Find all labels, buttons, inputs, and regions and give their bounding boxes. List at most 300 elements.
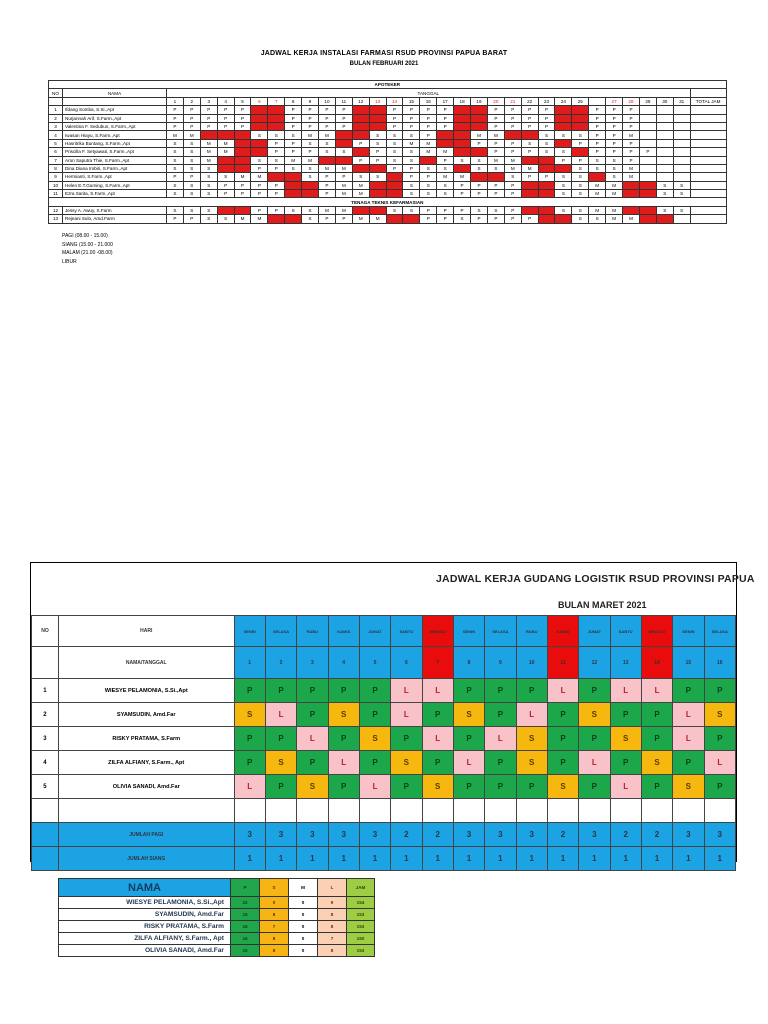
total-siang-value: 1: [359, 847, 390, 871]
shift-cell: [485, 727, 516, 751]
summary-header-l: L: [318, 879, 347, 897]
shift-cell: S: [555, 190, 572, 198]
shift-cell: M: [437, 173, 454, 181]
shift-cell-off: [217, 156, 234, 164]
shift-cell: M: [217, 148, 234, 156]
shift-cell: [485, 775, 516, 799]
shift-cell: M: [319, 206, 336, 214]
day-number: 27: [606, 97, 623, 105]
total-pagi-value: 2: [422, 823, 453, 847]
shift-cell: P: [183, 122, 200, 130]
shift-cell: M: [352, 215, 369, 223]
shift-cell: P: [504, 106, 521, 114]
shift-cell: [579, 703, 610, 727]
shift-cell: P: [285, 139, 302, 147]
shift-cell: [673, 775, 704, 799]
shift-badge: P: [247, 758, 253, 767]
shift-cell: [673, 215, 690, 223]
shift-cell: P: [302, 122, 319, 130]
shift-cell: S: [403, 148, 420, 156]
shift-badge: P: [654, 782, 660, 791]
shift-badge: S: [466, 710, 472, 719]
shift-cell-off: [352, 148, 369, 156]
shift-cell: P: [183, 215, 200, 223]
shift-cell: M: [234, 173, 251, 181]
row-number: 1: [49, 106, 63, 114]
shift-cell: P: [487, 148, 504, 156]
shift-summary-table: [58, 878, 375, 957]
day-number: 11: [335, 97, 352, 105]
shift-cell: [359, 703, 390, 727]
total-pagi-value: 3: [516, 823, 547, 847]
shift-cell: S: [369, 173, 386, 181]
shift-badge: L: [435, 734, 441, 743]
shift-cell-off: [285, 190, 302, 198]
shift-cell: P: [589, 114, 606, 122]
shift-cell: P: [183, 114, 200, 122]
shift-cell-off: [369, 164, 386, 172]
row-number: 11: [49, 190, 63, 198]
shift-badge: S: [247, 710, 253, 719]
shift-cell-off: [555, 114, 572, 122]
row-number: 5: [49, 139, 63, 147]
staff-name: Ezra Sarita, S.Farm.,Apt: [63, 190, 167, 198]
summary-l: 8: [318, 945, 347, 957]
shift-cell: P: [521, 114, 538, 122]
total-siang-value: 1: [422, 847, 453, 871]
schedule-row: [49, 122, 727, 130]
shift-badge: P: [497, 782, 504, 791]
shift-cell: S: [403, 156, 420, 164]
shift-badge: P: [591, 782, 598, 791]
shift-cell-off: [285, 181, 302, 189]
shift-cell: P: [487, 181, 504, 189]
shift-badge: P: [403, 782, 410, 791]
shift-cell: P: [319, 181, 336, 189]
shift-cell: S: [200, 190, 217, 198]
shift-cell: M: [319, 164, 336, 172]
shift-cell: S: [335, 148, 352, 156]
shift-cell: P: [454, 190, 471, 198]
total-pagi-value: 3: [328, 823, 359, 847]
shift-cell-off: [369, 206, 386, 214]
shift-cell: [297, 775, 328, 799]
shift-cell: [656, 148, 673, 156]
warehouse-schedule-title: JADWAL KERJA GUDANG LOGISTIK RSUD PROVINSI PAPUA: [436, 573, 755, 585]
shift-cell: [639, 164, 656, 172]
date-number: 1: [234, 647, 265, 679]
shift-cell: M: [623, 215, 640, 223]
shift-badge: P: [278, 686, 284, 695]
shift-cell: M: [521, 164, 538, 172]
row-number: 12: [49, 206, 63, 214]
shift-badge: L: [247, 782, 253, 791]
staff-name: Aron Saputra Thie, S.Farm.,Apt: [63, 156, 167, 164]
shift-cell-off: [471, 122, 488, 130]
shift-cell: [656, 164, 673, 172]
shift-cell: P: [487, 114, 504, 122]
shift-cell: [656, 122, 673, 130]
header-total-blank: [690, 89, 726, 97]
shift-cell: S: [420, 164, 437, 172]
shift-cell: P: [369, 156, 386, 164]
schedule-row: [49, 181, 727, 189]
date-number: 2: [265, 647, 296, 679]
shift-cell: P: [589, 106, 606, 114]
schedule-row: [49, 148, 727, 156]
shift-cell: [641, 751, 672, 775]
shift-cell: P: [335, 122, 352, 130]
day-number: 28: [623, 97, 640, 105]
shift-cell: [359, 775, 390, 799]
summary-p: 15: [231, 909, 260, 921]
shift-cell: P: [420, 106, 437, 114]
shift-cell: P: [487, 122, 504, 130]
shift-cell: P: [623, 139, 640, 147]
blank-cell: [391, 799, 422, 823]
shift-cell: S: [183, 190, 200, 198]
shift-cell: [579, 751, 610, 775]
shift-cell: M: [335, 181, 352, 189]
total-hours-cell: [690, 156, 726, 164]
shift-cell: S: [167, 206, 184, 214]
day-number: 21: [504, 97, 521, 105]
shift-cell: S: [200, 215, 217, 223]
total-pagi-value: 2: [391, 823, 422, 847]
shift-cell: P: [234, 190, 251, 198]
shift-cell: [391, 727, 422, 751]
summary-name: WIESYE PELAMONIA, S.Si.,Apt: [59, 897, 231, 909]
shift-cell: [641, 727, 672, 751]
shift-cell: [610, 727, 641, 751]
shift-badge: P: [654, 734, 660, 743]
shift-cell: [673, 164, 690, 172]
shift-cell: [610, 679, 641, 703]
shift-badge: P: [435, 758, 441, 767]
summary-row: [59, 897, 375, 909]
shift-cell: [639, 156, 656, 164]
shift-cell: P: [268, 148, 285, 156]
shift-cell-off: [572, 106, 589, 114]
date-row: [32, 647, 736, 679]
shift-cell: [328, 703, 359, 727]
shift-cell: P: [268, 181, 285, 189]
shift-cell-off: [217, 206, 234, 214]
shift-cell: P: [234, 114, 251, 122]
shift-badge: L: [654, 686, 660, 695]
row-number: 10: [49, 181, 63, 189]
shift-cell-off: [386, 173, 403, 181]
shift-cell: M: [251, 173, 268, 181]
day-number: 25: [572, 97, 589, 105]
shift-cell-off: [251, 106, 268, 114]
blank-cell: [32, 647, 59, 679]
shift-cell-off: [471, 106, 488, 114]
staff-name: Nurjannah Arif, S.Farm.,Apt: [63, 114, 167, 122]
shift-cell: S: [302, 206, 319, 214]
date-number: 13: [610, 647, 641, 679]
shift-badge: P: [591, 734, 598, 743]
shift-cell-off: [538, 156, 555, 164]
shift-cell-off: [369, 190, 386, 198]
shift-cell: P: [335, 173, 352, 181]
schedule-row: [49, 164, 727, 172]
shift-cell: P: [606, 114, 623, 122]
shift-badge: L: [529, 710, 535, 719]
shift-cell: P: [234, 106, 251, 114]
summary-row: [59, 909, 375, 921]
shift-cell-off: [555, 122, 572, 130]
total-hours-cell: [690, 215, 726, 223]
shift-cell: P: [167, 114, 184, 122]
blank-cell: [32, 823, 59, 847]
shift-cell: S: [183, 156, 200, 164]
shift-cell: [297, 703, 328, 727]
total-siang-value: 1: [641, 847, 672, 871]
shift-badge: S: [278, 758, 284, 767]
shift-cell: [234, 703, 265, 727]
shift-badge: P: [529, 686, 535, 695]
total-hours-cell: [690, 173, 726, 181]
shift-cell: [422, 727, 453, 751]
shift-cell: S: [167, 156, 184, 164]
shift-cell: S: [302, 215, 319, 223]
shift-cell: P: [538, 114, 555, 122]
shift-cell: P: [572, 139, 589, 147]
shift-cell: P: [335, 215, 352, 223]
shift-cell: [547, 703, 578, 727]
total-pagi-value: 2: [610, 823, 641, 847]
shift-badge: L: [685, 710, 691, 719]
shift-cell-off: [369, 106, 386, 114]
shift-cell: M: [420, 148, 437, 156]
shift-badge: P: [685, 758, 692, 767]
shift-cell: [297, 679, 328, 703]
shift-cell: [704, 775, 735, 799]
summary-jam: 160: [347, 933, 375, 945]
row-number: 8: [49, 164, 63, 172]
section-row-ttk: [49, 198, 727, 206]
shift-cell: S: [319, 148, 336, 156]
shift-cell-off: [234, 148, 251, 156]
shift-cell: [656, 106, 673, 114]
section-row-apoteker: [49, 81, 727, 89]
shift-cell: S: [285, 131, 302, 139]
shift-cell: S: [420, 190, 437, 198]
shift-cell: [328, 727, 359, 751]
shift-cell: P: [589, 139, 606, 147]
shift-cell: M: [606, 215, 623, 223]
shift-cell: [704, 679, 735, 703]
shift-cell: M: [487, 156, 504, 164]
shift-cell-off: [335, 156, 352, 164]
shift-cell: S: [656, 181, 673, 189]
shift-cell: P: [623, 122, 640, 130]
shift-cell: P: [420, 114, 437, 122]
date-number: 5: [359, 647, 390, 679]
shift-legend: [62, 232, 113, 266]
day-number-row: [49, 97, 727, 105]
shift-badge: S: [560, 782, 566, 791]
shift-cell: [673, 679, 704, 703]
blank-cell: [58, 799, 234, 823]
shift-cell: M: [335, 190, 352, 198]
schedule-row: [49, 156, 727, 164]
shift-badge: P: [654, 710, 660, 719]
shift-cell-off: [454, 106, 471, 114]
total-hours-cell: [690, 148, 726, 156]
total-pagi-value: 3: [234, 823, 265, 847]
shift-cell: P: [319, 114, 336, 122]
shift-cell: M: [200, 148, 217, 156]
shift-cell: S: [673, 181, 690, 189]
shift-cell: [453, 679, 484, 703]
shift-cell-off: [471, 114, 488, 122]
shift-cell: P: [487, 215, 504, 223]
shift-cell: M: [285, 156, 302, 164]
shift-cell-off: [268, 114, 285, 122]
shift-cell: [673, 751, 704, 775]
summary-s: 7: [260, 921, 289, 933]
shift-cell: P: [167, 106, 184, 114]
shift-cell: [704, 727, 735, 751]
summary-s: 0: [260, 897, 289, 909]
shift-cell: P: [504, 190, 521, 198]
shift-cell-off: [656, 215, 673, 223]
shift-cell: S: [386, 148, 403, 156]
total-hours-cell: [690, 164, 726, 172]
header-nama: NAMA: [63, 89, 167, 97]
shift-cell-off: [623, 181, 640, 189]
shift-badge: S: [654, 758, 660, 767]
shift-cell: P: [504, 148, 521, 156]
shift-cell: S: [471, 206, 488, 214]
row-number: 6: [49, 148, 63, 156]
shift-cell: S: [183, 139, 200, 147]
shift-cell: [265, 775, 296, 799]
shift-cell: P: [454, 181, 471, 189]
shift-cell: [639, 114, 656, 122]
shift-cell: S: [403, 181, 420, 189]
total-pagi-value: 3: [579, 823, 610, 847]
shift-cell: [359, 727, 390, 751]
shift-cell: P: [167, 215, 184, 223]
shift-cell: S: [167, 190, 184, 198]
shift-cell: [547, 751, 578, 775]
total-siang-value: 1: [547, 847, 578, 871]
schedule-row: [49, 215, 727, 223]
shift-cell: S: [454, 215, 471, 223]
shift-badge: P: [717, 686, 723, 695]
shift-badge: P: [247, 686, 253, 695]
day-number: 17: [437, 97, 454, 105]
day-number: 18: [454, 97, 471, 105]
shift-cell: P: [471, 181, 488, 189]
staff-number: 4: [32, 751, 59, 775]
shift-cell-off: [572, 122, 589, 130]
shift-badge: P: [591, 686, 598, 695]
day-name: SENIN: [453, 616, 484, 647]
shift-cell: [673, 703, 704, 727]
shift-cell: S: [589, 215, 606, 223]
shift-cell: [673, 156, 690, 164]
day-name: SENIN: [234, 616, 265, 647]
shift-cell: [453, 751, 484, 775]
date-number: 16: [704, 647, 735, 679]
summary-jam: 154: [347, 897, 375, 909]
shift-cell: [579, 679, 610, 703]
header-hari: HARI: [58, 616, 234, 647]
shift-cell: [297, 751, 328, 775]
shift-cell: P: [251, 190, 268, 198]
shift-cell-off: [285, 173, 302, 181]
shift-cell: M: [167, 131, 184, 139]
total-siang-value: 1: [579, 847, 610, 871]
shift-cell-off: [572, 148, 589, 156]
shift-cell: S: [369, 139, 386, 147]
shift-cell: M: [200, 156, 217, 164]
top-schedule-subtitle: BULAN FEBRUARI 2021: [349, 61, 419, 67]
shift-cell: S: [487, 164, 504, 172]
shift-cell: P: [200, 114, 217, 122]
shift-cell-off: [454, 148, 471, 156]
shift-cell: P: [538, 173, 555, 181]
shift-cell: M: [504, 164, 521, 172]
total-pagi-value: 3: [485, 823, 516, 847]
shift-cell: P: [302, 114, 319, 122]
shift-cell-off: [639, 206, 656, 214]
shift-cell-off: [302, 181, 319, 189]
shift-cell: M: [319, 131, 336, 139]
shift-cell: M: [302, 156, 319, 164]
shift-cell: S: [167, 164, 184, 172]
shift-badge: P: [560, 710, 566, 719]
staff-name: Helen E.T.Gurning, S.Farm.,Apt: [63, 181, 167, 189]
day-name: SABTU: [610, 616, 641, 647]
shift-cell: P: [606, 131, 623, 139]
summary-jam: 153: [347, 945, 375, 957]
shift-cell: P: [319, 122, 336, 130]
date-number: 8: [453, 647, 484, 679]
shift-cell: P: [386, 114, 403, 122]
shift-cell: S: [386, 156, 403, 164]
shift-cell: S: [437, 181, 454, 189]
blank-cell: [673, 799, 704, 823]
summary-m: 0: [289, 921, 318, 933]
shift-badge: L: [278, 710, 284, 719]
shift-cell-off: [251, 122, 268, 130]
shift-cell: [704, 703, 735, 727]
total-pagi-value: 3: [704, 823, 735, 847]
shift-badge: L: [591, 758, 597, 767]
shift-cell: [641, 703, 672, 727]
shift-cell: P: [403, 173, 420, 181]
total-siang-value: 1: [516, 847, 547, 871]
shift-badge: P: [309, 710, 316, 719]
summary-name: OLIVIA SANADI, Amd.Far: [59, 945, 231, 957]
shift-badge: S: [685, 782, 692, 791]
shift-cell: P: [285, 114, 302, 122]
schedule-row: [49, 206, 727, 214]
shift-cell: S: [521, 139, 538, 147]
staff-name: OLIVIA SANADI, Amd.Far: [58, 775, 234, 799]
shift-cell: S: [572, 131, 589, 139]
warehouse-schedule-table: [31, 615, 736, 871]
shift-badge: S: [372, 734, 378, 743]
blank-cell: [328, 799, 359, 823]
summary-p: 16: [231, 933, 260, 945]
shift-cell: S: [369, 131, 386, 139]
